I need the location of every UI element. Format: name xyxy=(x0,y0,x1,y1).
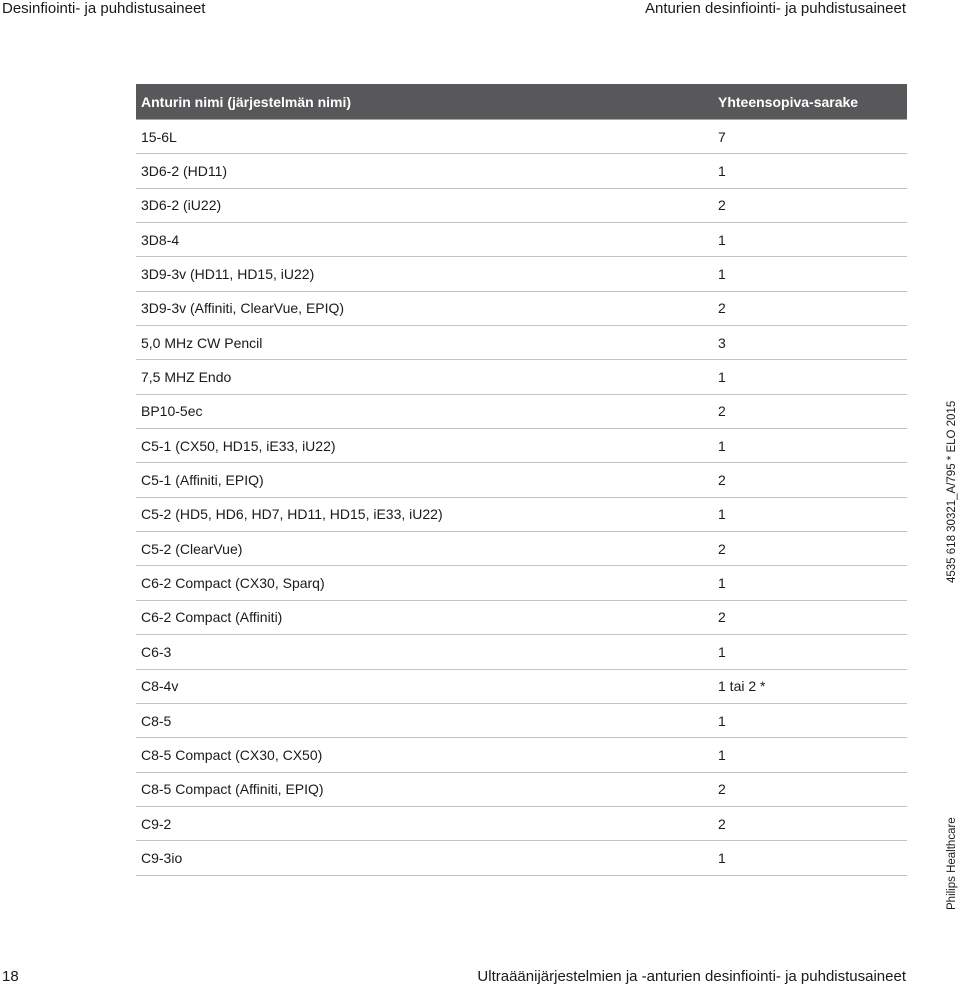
transducer-compatibility-table xyxy=(136,84,907,876)
transducer-name-cell: C5-1 (Affiniti, EPIQ) xyxy=(141,472,264,489)
table-row xyxy=(136,738,907,772)
transducer-name-cell: C8-4v xyxy=(141,678,179,695)
transducer-name-cell: C5-2 (HD5, HD6, HD7, HD11, HD15, iE33, iU22) xyxy=(141,506,443,523)
transducer-name-cell: C9-3io xyxy=(141,849,183,866)
table-row xyxy=(136,360,907,394)
table-row xyxy=(136,154,907,188)
document-code-vertical xyxy=(943,400,960,583)
table-row xyxy=(136,498,907,532)
compatible-column-cell: 7 xyxy=(718,128,726,145)
table-row xyxy=(136,704,907,738)
transducer-name-cell: 7,5 MHZ Endo xyxy=(141,369,232,386)
brand-vertical xyxy=(943,818,960,910)
table-body xyxy=(136,120,907,876)
transducer-name-cell: 3D6-2 (iU22) xyxy=(141,197,222,214)
compatible-column-cell: 1 xyxy=(718,266,726,283)
compatible-column-cell: 1 xyxy=(718,231,726,248)
table-row xyxy=(136,292,907,326)
transducer-name-cell: 3D8-4 xyxy=(141,231,180,248)
transducer-name-cell: C5-1 (CX50, HD15, iE33, iU22) xyxy=(141,437,336,454)
table-row xyxy=(136,223,907,257)
transducer-name-cell: C6-2 Compact (CX30, Sparq) xyxy=(141,575,325,592)
compatible-column-cell: 2 xyxy=(718,815,726,832)
compatible-column-cell: 1 xyxy=(718,163,726,180)
header-chapter-title: Anturien desinfiointi- ja puhdistusaineet xyxy=(645,0,906,17)
brand-text: Philips Healthcare xyxy=(946,817,958,910)
transducer-name-cell: 3D6-2 (HD11) xyxy=(141,163,228,180)
table-row xyxy=(136,532,907,566)
compatible-column-cell: 1 xyxy=(718,437,726,454)
transducer-name-cell: C8-5 Compact (CX30, CX50) xyxy=(141,746,323,763)
compatible-column-cell: 1 xyxy=(718,643,726,660)
compatible-column-cell: 1 xyxy=(718,712,726,729)
transducer-name-cell: C8-5 xyxy=(141,712,172,729)
compatible-column-cell: 2 xyxy=(718,300,726,317)
transducer-name-cell: 3D9-3v (HD11, HD15, iU22) xyxy=(141,266,315,283)
compatible-column-cell: 2 xyxy=(718,472,726,489)
compatible-column-cell: 1 xyxy=(718,746,726,763)
compatible-column-cell: 1 xyxy=(718,369,726,386)
table-row xyxy=(136,257,907,291)
compatible-column-cell: 1 xyxy=(718,849,726,866)
table-header-row xyxy=(136,84,907,120)
table-row xyxy=(136,773,907,807)
compatible-column-cell: 3 xyxy=(718,334,726,351)
transducer-name-cell: BP10-5ec xyxy=(141,403,203,420)
compatible-column-cell: 2 xyxy=(718,197,726,214)
table-row xyxy=(136,463,907,497)
table-row xyxy=(136,395,907,429)
transducer-name-cell: C8-5 Compact (Affiniti, EPIQ) xyxy=(141,781,324,798)
compatible-column-cell: 1 xyxy=(718,575,726,592)
document-code-text: 4535 618 30321_A/795 * ELO 2015 xyxy=(946,400,958,583)
table-row xyxy=(136,807,907,841)
footer-document-title: Ultraäänijärjestelmien ja -anturien desinfiointi- ja puhdistusaineet xyxy=(477,968,906,985)
column-header-compatible-column: Yhteensopiva-sarake xyxy=(718,93,859,110)
table-row xyxy=(136,566,907,600)
table-row xyxy=(136,120,907,154)
table-row xyxy=(136,429,907,463)
compatible-column-cell: 2 xyxy=(718,403,726,420)
table-row xyxy=(136,601,907,635)
table-row xyxy=(136,189,907,223)
table-row xyxy=(136,670,907,704)
page-number: 18 xyxy=(2,968,19,985)
header-section-title: Desinfiointi- ja puhdistusaineet xyxy=(2,0,206,17)
transducer-name-cell: 15-6L xyxy=(141,128,177,145)
transducer-name-cell: C6-2 Compact (Affiniti) xyxy=(141,609,283,626)
transducer-name-cell: C5-2 (ClearVue) xyxy=(141,540,243,557)
table-row xyxy=(136,326,907,360)
compatible-column-cell: 2 xyxy=(718,609,726,626)
transducer-name-cell: C9-2 xyxy=(141,815,172,832)
compatible-column-cell: 1 xyxy=(718,506,726,523)
table-row xyxy=(136,635,907,669)
compatible-column-cell: 2 xyxy=(718,540,726,557)
column-header-transducer-name: Anturin nimi (järjestelmän nimi) xyxy=(141,93,352,110)
transducer-name-cell: C6-3 xyxy=(141,643,172,660)
compatible-column-cell: 2 xyxy=(718,781,726,798)
table-row xyxy=(136,841,907,875)
transducer-name-cell: 5,0 MHz CW Pencil xyxy=(141,334,263,351)
transducer-name-cell: 3D9-3v (Affiniti, ClearVue, EPIQ) xyxy=(141,300,345,317)
compatible-column-cell: 1 tai 2 * xyxy=(718,678,766,695)
